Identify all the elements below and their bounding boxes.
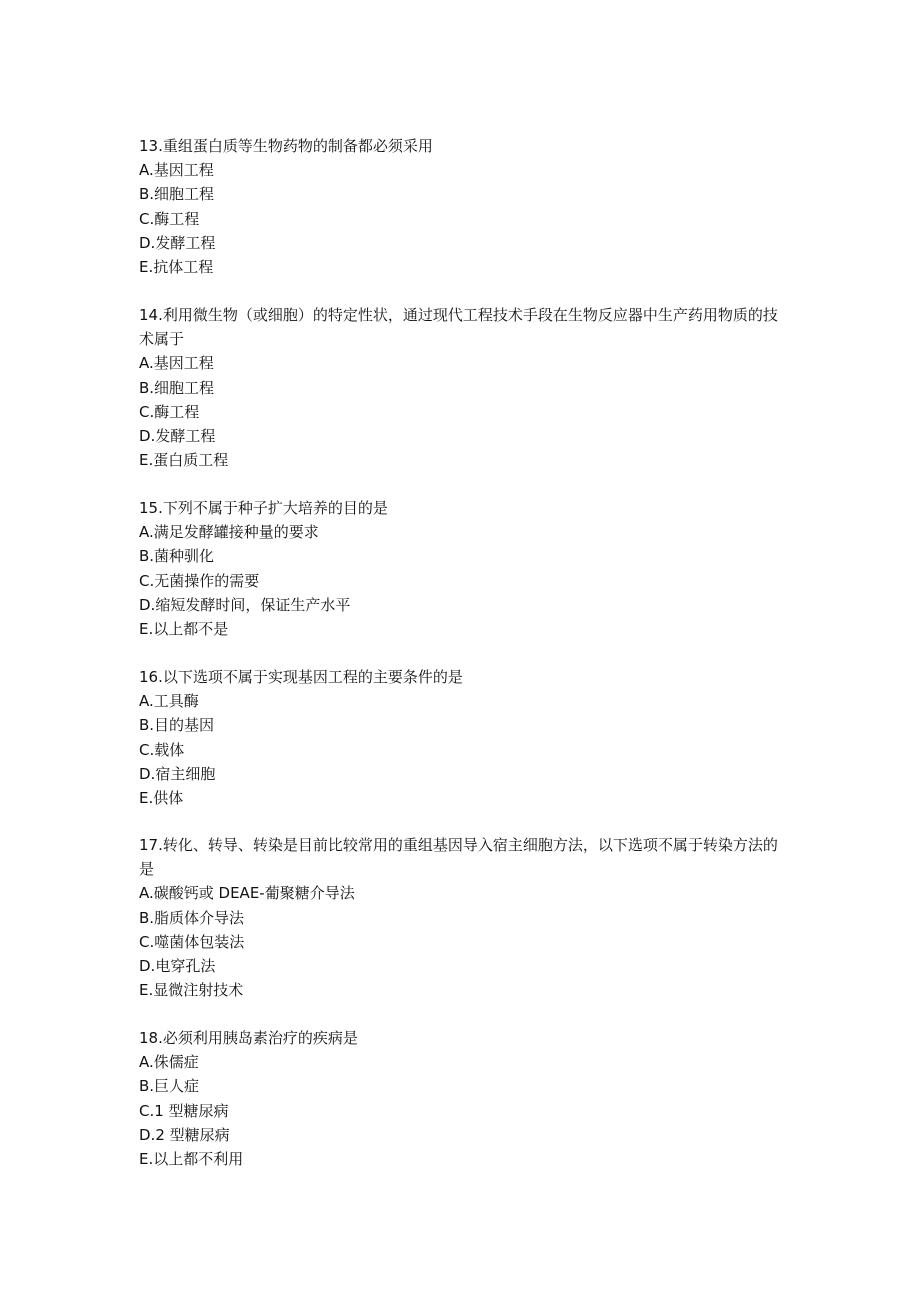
option-d: D.发酵工程 <box>139 427 216 446</box>
option-b: B.目的基因 <box>139 716 215 735</box>
question-15 <box>139 496 789 641</box>
option-d: D.发酵工程 <box>139 233 216 252</box>
option-b: B.巨人症 <box>139 1077 200 1096</box>
option-c: C.载体 <box>139 740 185 759</box>
option-e: E.以上都不利用 <box>139 1150 244 1169</box>
option-b: B.脂质体介导法 <box>139 908 245 927</box>
question-17 <box>139 833 789 1002</box>
option-d: D.2 型糖尿病 <box>139 1125 230 1144</box>
question-18 <box>139 1026 789 1171</box>
option-c: C.噬菌体包装法 <box>139 932 245 951</box>
option-e: E.抗体工程 <box>139 258 214 277</box>
question-stem: 16.以下选项不属于实现基因工程的主要条件的是 <box>139 668 463 686</box>
option-a: A.基因工程 <box>139 354 214 373</box>
option-a: A.基因工程 <box>139 161 214 180</box>
option-e: E.供体 <box>139 789 184 808</box>
question-stem: 13.重组蛋白质等生物药物的制备都必须采用 <box>139 137 433 155</box>
option-c: C.酶工程 <box>139 402 200 421</box>
option-c: C.1 型糖尿病 <box>139 1101 229 1120</box>
option-b: B.细胞工程 <box>139 378 215 397</box>
option-a: A.侏儒症 <box>139 1053 199 1072</box>
option-e: E.蛋白质工程 <box>139 451 229 470</box>
question-stem: 14.利用微生物（或细胞）的特定性状，通过现代工程技术手段在生物反应器中生产药用物质的技术属于 <box>139 306 778 349</box>
option-c: C.酶工程 <box>139 209 200 228</box>
option-b: B.细胞工程 <box>139 185 215 204</box>
option-a: A.碳酸钙或 DEAE-葡聚糖介导法 <box>139 884 355 903</box>
option-d: D.电穿孔法 <box>139 957 216 976</box>
question-stem: 18.必须利用胰岛素治疗的疾病是 <box>139 1029 358 1047</box>
option-e: E.显微注射技术 <box>139 981 244 1000</box>
question-stem: 15.下列不属于种子扩大培养的目的是 <box>139 499 388 517</box>
option-c: C.无菌操作的需要 <box>139 571 260 590</box>
option-b: B.菌种驯化 <box>139 547 215 566</box>
option-e: E.以上都不是 <box>139 620 229 639</box>
option-a: A.满足发酵罐接种量的要求 <box>139 523 319 542</box>
option-d: D.宿主细胞 <box>139 764 216 783</box>
option-d: D.缩短发酵时间，保证生产水平 <box>139 595 351 614</box>
question-13 <box>139 134 789 279</box>
question-14 <box>139 303 789 472</box>
option-a: A.工具酶 <box>139 692 199 711</box>
question-stem: 17.转化、转导、转染是目前比较常用的重组基因导入宿主细胞方法，以下选项不属于转染方法的是 <box>139 836 778 879</box>
question-16 <box>139 665 789 810</box>
